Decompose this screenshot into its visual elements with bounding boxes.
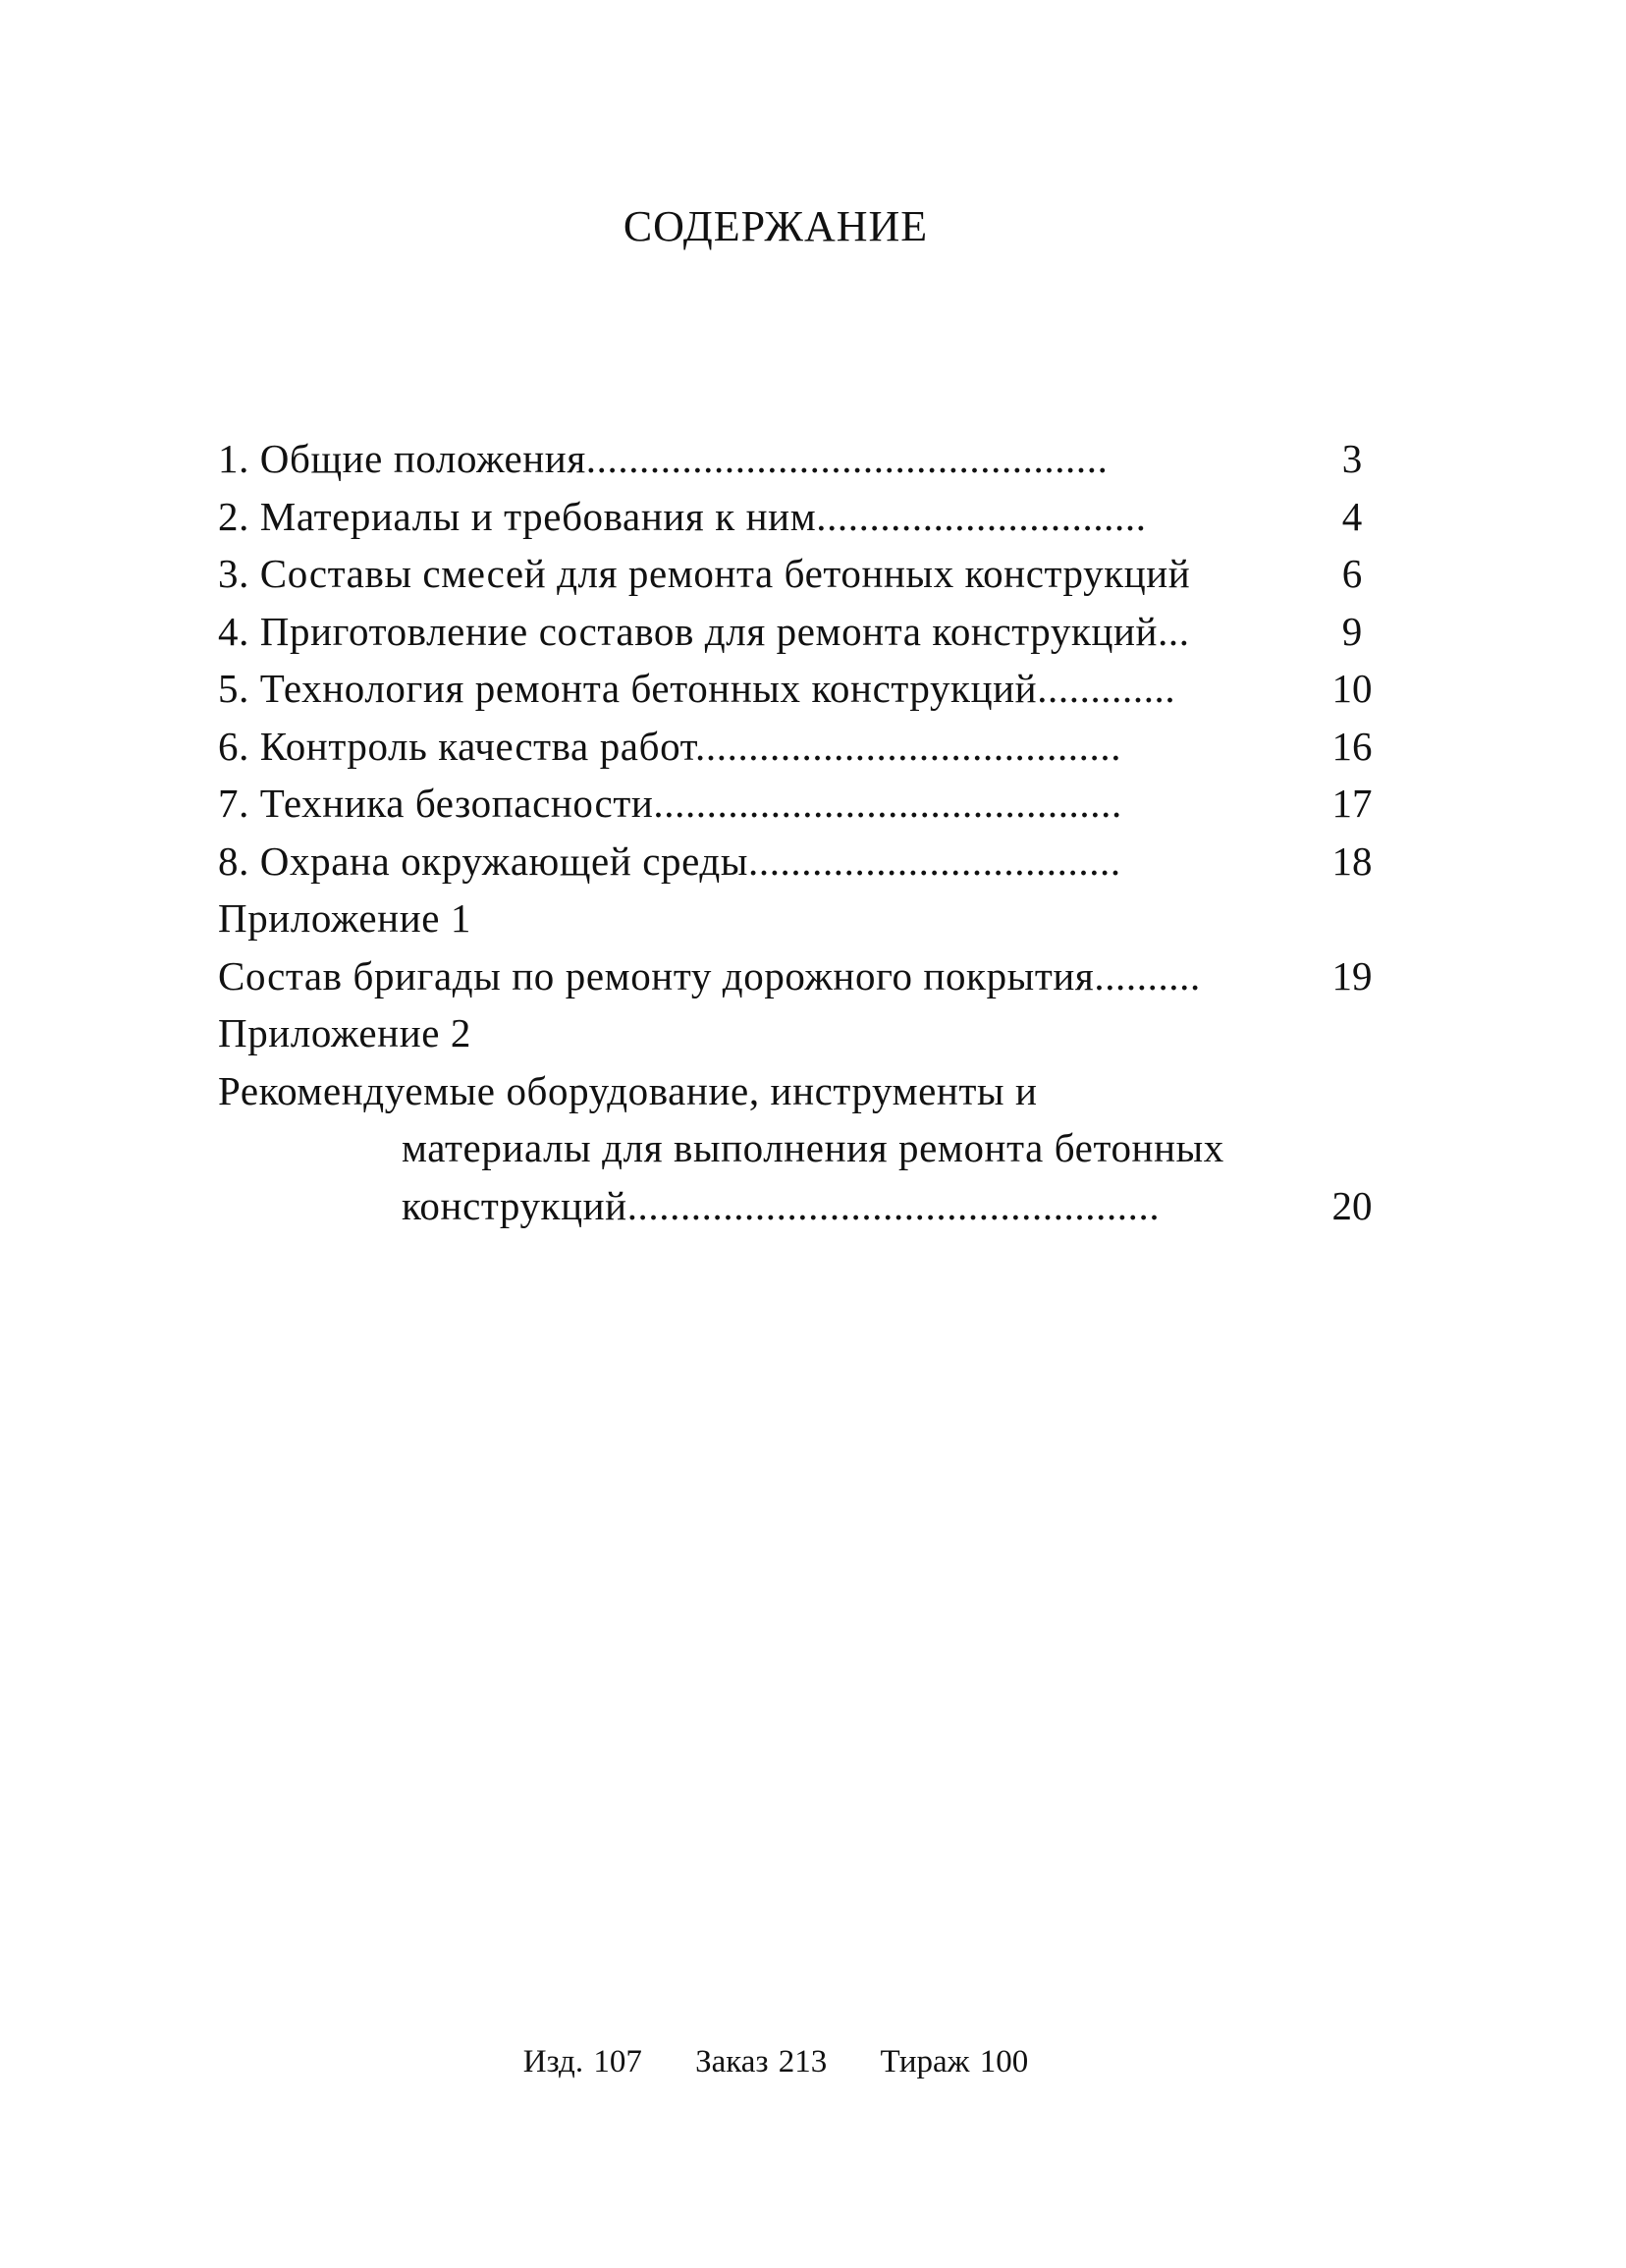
toc-page-number: 10 bbox=[1331, 666, 1373, 711]
toc-entry-text: Приложение 2 bbox=[218, 1010, 472, 1055]
colophon-order: Заказ 213 bbox=[695, 2044, 828, 2079]
toc-entry-text: конструкций.................................................. bbox=[402, 1182, 1161, 1228]
toc-entry bbox=[218, 545, 1386, 603]
toc-page-number: 3 bbox=[1341, 436, 1363, 481]
page-title: СОДЕРЖАНИЕ bbox=[623, 202, 929, 250]
toc-entry-text: 6. Контроль качества работ........................................ bbox=[218, 723, 1122, 769]
toc-page-number: 17 bbox=[1331, 781, 1373, 826]
toc-entry-text: Приложение 1 bbox=[218, 895, 472, 941]
colophon-print-run: Тираж 100 bbox=[880, 2044, 1029, 2079]
toc-page-number: 16 bbox=[1331, 723, 1373, 769]
toc-entry-text: 2. Материалы и требования к ним............................... bbox=[218, 493, 1147, 539]
toc-page-number: 4 bbox=[1341, 493, 1363, 539]
toc-entry bbox=[218, 1062, 1386, 1120]
toc-entry bbox=[218, 775, 1386, 833]
colophon-edition: Изд. 107 bbox=[522, 2044, 642, 2079]
toc-entry bbox=[218, 488, 1386, 546]
toc-appendix-heading bbox=[218, 890, 1386, 947]
toc-entry-text: 5. Технология ремонта бетонных конструкций............. bbox=[218, 666, 1176, 711]
toc-entry-text: 8. Охрана окружающей среды................................... bbox=[218, 837, 1121, 884]
toc-entry-text: 7. Техника безопасности............................................ bbox=[218, 781, 1122, 826]
colophon bbox=[0, 2044, 1551, 2080]
toc-page-number: 6 bbox=[1341, 551, 1363, 596]
toc-entry-text: 3. Составы смесей для ремонта бетонных конструкций bbox=[218, 551, 1191, 596]
toc-appendix-heading bbox=[218, 1004, 1386, 1062]
toc-page-number: 20 bbox=[1331, 1182, 1373, 1228]
toc-entry bbox=[218, 947, 1386, 1005]
toc-entry bbox=[218, 660, 1386, 718]
toc-entry bbox=[218, 833, 1386, 891]
toc-entry-continuation bbox=[218, 1119, 1386, 1177]
toc-entry bbox=[218, 603, 1386, 661]
toc-entry-text: 1. Общие положения................................................. bbox=[218, 436, 1109, 481]
toc-entry-text: 4. Приготовление составов для ремонта конструкций... bbox=[218, 608, 1190, 654]
toc-entry bbox=[218, 430, 1386, 488]
toc-entry-text: Рекомендуемые оборудование, инструменты и bbox=[218, 1067, 1038, 1113]
toc-page-number: 9 bbox=[1341, 608, 1363, 654]
toc-page-number: 19 bbox=[1331, 952, 1373, 999]
toc-entry-continuation bbox=[218, 1177, 1386, 1235]
toc-page-number: 18 bbox=[1331, 837, 1373, 884]
toc-entry-text: материалы для выполнения ремонта бетонных bbox=[402, 1125, 1224, 1170]
toc-entry-text: Состав бригады по ремонту дорожного покрытия.......... bbox=[218, 952, 1201, 999]
table-of-contents bbox=[218, 430, 1386, 1234]
toc-entry bbox=[218, 718, 1386, 776]
